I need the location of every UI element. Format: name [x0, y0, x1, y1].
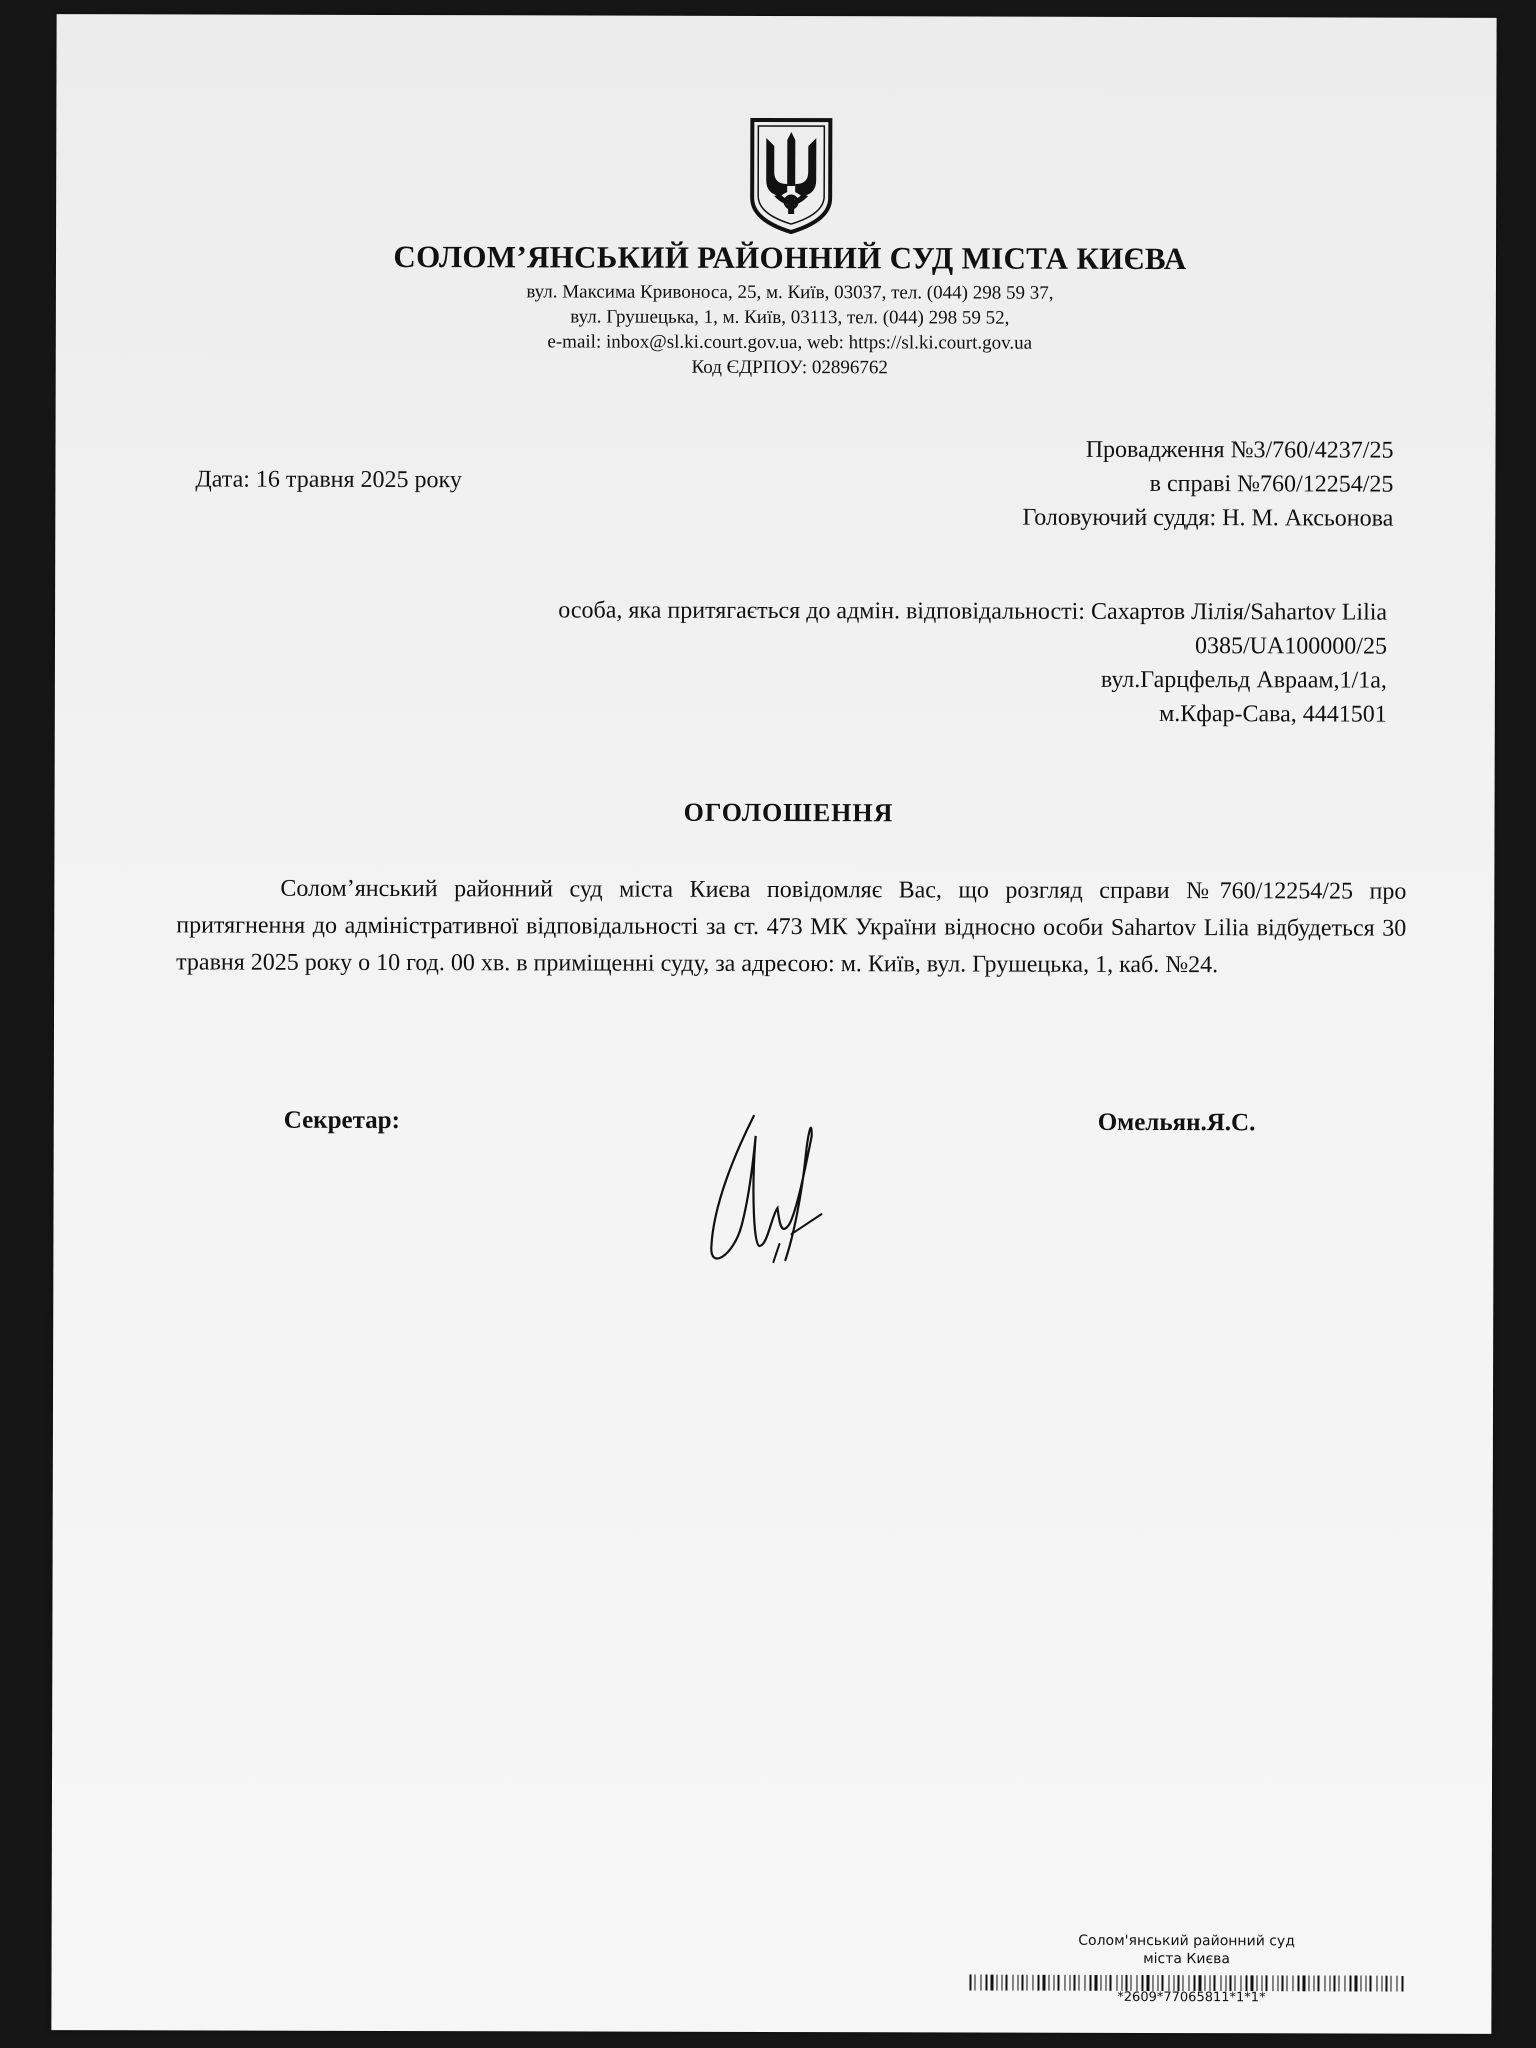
- barcode-bar: [1225, 1975, 1226, 1991]
- document-date: Дата: 16 травня 2025 року: [195, 466, 462, 494]
- case-number: в справі №760/12254/25: [1149, 470, 1394, 498]
- barcode-bar: [1292, 1975, 1293, 1991]
- barcode-bar: [1401, 1976, 1403, 1992]
- barcode-bar: [1261, 1975, 1262, 1991]
- barcode-bar: [1240, 1975, 1241, 1991]
- barcode-bar: [1057, 1975, 1059, 1991]
- barcode-bar: [1078, 1975, 1079, 1991]
- barcode-bar: [1177, 1975, 1179, 1991]
- edrpou-code: Код ЄДРПОУ: 02896762: [691, 356, 888, 379]
- barcode-bar: [1198, 1975, 1201, 1991]
- barcode-bar: [1313, 1975, 1314, 1991]
- barcode-bar: [1338, 1975, 1339, 1991]
- barcode-bar: [1069, 1975, 1070, 1991]
- barcode-bar: [1360, 1976, 1361, 1992]
- barcode-bar: [1136, 1975, 1137, 1991]
- barcode-bar: [1245, 1975, 1247, 1991]
- barcode-bar: [1381, 1976, 1382, 1992]
- addressee-id: 0385/UA100000/25: [1194, 633, 1388, 660]
- barcode-bar: [985, 1975, 987, 1991]
- barcode-bar: [1161, 1975, 1163, 1991]
- barcode-bar: [996, 1975, 997, 1991]
- barcode-bar: [1297, 1975, 1299, 1991]
- barcode-bar: [1084, 1975, 1085, 1991]
- barcode-bar: [990, 1975, 993, 1991]
- barcode-bar: [1272, 1975, 1273, 1991]
- document-page: [51, 14, 1496, 2034]
- barcode-bar: [1146, 1975, 1149, 1991]
- barcode-bar: [1220, 1975, 1221, 1991]
- barcode-bar: [1193, 1975, 1195, 1991]
- barcode-bar: [1329, 1975, 1330, 1991]
- contact-line: e-mail: inbox@sl.ki.court.gov.ua, web: https://sl.ki.court.gov.ua: [547, 331, 1033, 354]
- barcode-bar: [1281, 1975, 1283, 1991]
- barcode-bar: [1213, 1975, 1215, 1991]
- barcode-bar: [1168, 1975, 1169, 1991]
- barcode-bar: [1152, 1975, 1153, 1991]
- barcode-bar: [1396, 1976, 1397, 1992]
- barcode-bar: [1064, 1975, 1065, 1991]
- case-info: [1022, 433, 1393, 536]
- stamp-line-1: Солом'янський районний суд: [1078, 1932, 1295, 1950]
- barcode-bar: [1234, 1975, 1235, 1991]
- barcode-bar: [1005, 1975, 1007, 1991]
- barcode-bar: [1209, 1975, 1210, 1991]
- barcode-bar: [1385, 1976, 1387, 1992]
- barcode-number: *2609*77065811*1*1*: [1117, 1989, 1266, 2006]
- barcode-bar: [980, 1975, 981, 1991]
- barcode-bar: [1390, 1976, 1391, 1992]
- barcode-bar: [1017, 1975, 1018, 1991]
- barcode-bar: [1354, 1976, 1357, 1992]
- barcode-bar: [1182, 1975, 1183, 1991]
- barcode-bar: [1308, 1975, 1309, 1991]
- barcode-bar: [1173, 1975, 1174, 1991]
- signature-icon: [693, 1096, 833, 1276]
- barcode-bar: [1109, 1975, 1111, 1991]
- barcode-bar: [1100, 1975, 1101, 1991]
- trident-emblem-icon: [748, 116, 834, 234]
- barcode-bar: [1365, 1976, 1366, 1992]
- secretary-name: Омельян.Я.С.: [1097, 1108, 1256, 1137]
- secretary-label: Секретар:: [283, 1106, 400, 1135]
- barcode-bar: [1116, 1975, 1117, 1991]
- barcode-bar: [1089, 1975, 1091, 1991]
- barcode-bar: [1048, 1975, 1049, 1991]
- barcode-bar: [1250, 1975, 1253, 1991]
- addressee-name: особа, яка притягається до адмін. відповідальності: Сахартов Лілія/Sahartov Lilia: [558, 597, 1388, 626]
- court-name: СОЛОМ’ЯНСЬКИЙ РАЙОННИЙ СУД МІСТА КИЄВА: [393, 239, 1187, 277]
- barcode-bar: [1130, 1975, 1131, 1991]
- barcode-bar: [1001, 1975, 1002, 1991]
- barcode-bar: [1037, 1975, 1039, 1991]
- barcode-bar: [1026, 1975, 1027, 1991]
- barcode-bar: [969, 1975, 971, 1991]
- barcode-bar: [1073, 1975, 1075, 1991]
- barcode-bar: [1376, 1976, 1377, 1992]
- barcode-bar: [1229, 1975, 1231, 1991]
- barcode-bar: [1265, 1975, 1267, 1991]
- barcode-bar: [1286, 1975, 1287, 1991]
- barcode-bar: [1121, 1975, 1122, 1991]
- barcode-bar: [1188, 1975, 1189, 1991]
- barcode-bar: [1317, 1975, 1319, 1991]
- presiding-judge: Головуючий суддя: Н. М. Аксьонова: [1022, 504, 1394, 532]
- barcode-bar: [1333, 1975, 1335, 1991]
- barcode-bar: [1157, 1975, 1158, 1991]
- stamp-line-2: міста Києва: [1143, 1950, 1231, 1968]
- addressee-city: м.Кфар-Сава, 4441501: [1159, 701, 1387, 728]
- notice-heading: ОГОЛОШЕННЯ: [683, 797, 894, 828]
- addressee-street: вул.Гарцфельд Авраам,1/1а,: [1100, 666, 1387, 694]
- address-line-1: вул. Максима Кривоноса, 25, м. Київ, 03037, тел. (044) 298 59 37,: [526, 281, 1054, 304]
- barcode-bar: [1012, 1975, 1013, 1991]
- registry-stamp: [1042, 1932, 1332, 1969]
- address-line-2: вул. Грушецька, 1, м. Київ, 03113, тел. (044) 298 59 52,: [570, 306, 1010, 329]
- barcode-bar: [1021, 1975, 1023, 1991]
- barcode-bar: [1105, 1975, 1106, 1991]
- barcode-bar: [1349, 1976, 1351, 1992]
- barcode-bar: [1042, 1975, 1045, 1991]
- barcode-bar: [1204, 1975, 1205, 1991]
- barcode-bar: [1141, 1975, 1143, 1991]
- barcode-bar: [1256, 1975, 1257, 1991]
- proceeding-number: Провадження №3/760/4237/25: [1085, 436, 1394, 464]
- barcode-bar: [1277, 1975, 1278, 1991]
- barcode-bar: [1302, 1975, 1305, 1991]
- barcode-bar: [974, 1975, 975, 1991]
- barcode-bar: [1369, 1976, 1371, 1992]
- barcode-bar: [1032, 1975, 1033, 1991]
- addressee-block: [558, 593, 1387, 731]
- notice-body: Солом’янський районний суд міста Києва повідомляє Вас, що розгляд справи №760/12254/25 про притягнення до адміністративної відповідальності за ст. 473 МК України відносно особи Sahartov Lilia відбудеться 30 травня 2025 року о 10 год. 00 хв. в приміщенні суду, за адресою: м. Київ, вул. Грушецька, 1, каб. №24.: [176, 875, 1407, 979]
- barcode-bar: [1344, 1975, 1345, 1991]
- barcode-bar: [1324, 1975, 1325, 1991]
- barcode-bar: [1053, 1975, 1054, 1991]
- barcode-bar: [1094, 1975, 1097, 1991]
- barcode-bar: [1125, 1975, 1127, 1991]
